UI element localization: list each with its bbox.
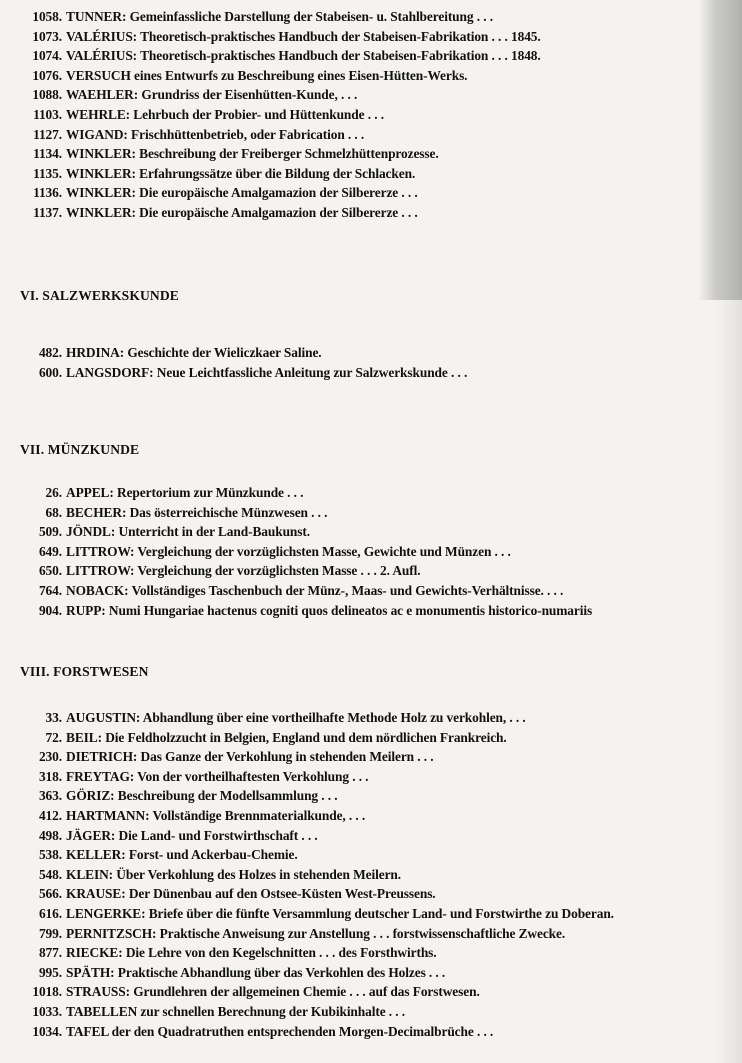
entry-author: LITTROW: (66, 543, 135, 559)
entry-title: eines Entwurfs zu Beschreibung eines Eisen-Hütten-Werks. (134, 67, 468, 83)
entry-number: 1137. (33, 205, 62, 220)
entry-author: PERNITZSCH: (66, 925, 157, 941)
entry-author: VALÉRIUS: (66, 48, 138, 64)
entry-author: WINKLER: (66, 205, 136, 220)
entry-author: WEHRLE: (66, 107, 131, 122)
catalog-entry (0, 503, 327, 523)
entry-number: 509. (38, 524, 62, 540)
entry-author: LENGERKE: (66, 906, 146, 921)
entry-title: Von der vortheilhaftesten Verkohlung . . . (137, 768, 369, 784)
entry-title: Briefe über die fünfte Versammlung deutscher Land- und Forstwirthe zu Doberan. (148, 906, 614, 921)
entry-author: VERSUCH (66, 67, 131, 83)
entry-number: 600. (38, 364, 62, 380)
entry-title: Theoretisch-praktisches Handbuch der Stabeisen-Fabrikation . . . 1845. (140, 28, 541, 44)
entry-number: 538. (38, 847, 62, 863)
entry-number: 68. (45, 504, 62, 520)
entry-author: WINKLER: (66, 185, 136, 201)
entry-title: Beschreibung der Freiberger Schmelzhüttenprozesse. (139, 146, 439, 162)
catalog-entry (0, 963, 445, 983)
entry-author: KLEIN: (66, 866, 114, 882)
entry-title: Grundlehren der allgemeinen Chemie . . . auf das Forstwesen. (133, 984, 480, 1000)
entry-title: Das Ganze der Verkohlung in stehenden Meilern . . . (140, 749, 434, 765)
entry-title: Vollständiges Taschenbuch der Münz-, Maas- und Gewichts-Verhältnisse. . . . (131, 583, 564, 598)
catalog-entry (0, 943, 437, 963)
catalog-entry (0, 581, 563, 601)
entry-title: Erfahrungssätze über die Bildung der Schlacken. (139, 165, 416, 181)
entry-title: Abhandlung über eine vortheilhafte Methode Holz zu verkohlen, . . . (142, 710, 526, 725)
catalog-entry (0, 1022, 493, 1042)
entry-title: der den Quadratruthen entsprechenden Morgen-Decimalbrüche . . . (111, 1023, 494, 1039)
entry-number: 1033. (32, 1004, 62, 1019)
catalog-entry (0, 1002, 405, 1022)
catalog-entry (0, 786, 338, 806)
entry-title: Vollständige Brennmaterialkunde, . . . (152, 808, 366, 823)
catalog-entry (0, 982, 480, 1002)
entry-title: Repertorium zur Münzkunde . . . (117, 485, 304, 500)
entry-author: LITTROW: (66, 563, 135, 579)
catalog-entry (0, 767, 368, 787)
catalog-entry (0, 884, 436, 904)
entry-title: Der Dünenbau auf den Ostsee-Küsten West-Preussens. (128, 886, 436, 902)
entry-author: JÖNDL: (66, 524, 116, 540)
entry-number: 1076. (32, 67, 62, 83)
catalog-entry (0, 144, 439, 164)
entry-author: SPÄTH: (66, 964, 115, 980)
entry-number: 33. (45, 710, 62, 725)
entry-title: Gemeinfassliche Darstellung der Stabeisen- u. Stahlbereitung . . . (129, 9, 493, 24)
entry-author: RUPP: (66, 602, 106, 618)
entry-author: GÖRIZ: (66, 788, 115, 804)
entry-author: TAFEL (66, 1023, 109, 1039)
catalog-entry (0, 483, 303, 503)
entry-number: 799. (38, 925, 62, 941)
entry-author: WAEHLER: (66, 87, 139, 103)
entry-number: 650. (38, 563, 62, 579)
entry-author: TUNNER: (66, 9, 127, 24)
entry-title: Numi Hungariae hactenus cogniti quos delineatos ac e monumentis historico-numariis (108, 602, 593, 618)
catalog-entry (0, 343, 322, 363)
entry-author: STRAUSS: (66, 984, 130, 1000)
entry-title: Lehrbuch der Probier- und Hüttenkunde . . . (133, 107, 384, 122)
catalog-entry (0, 708, 526, 728)
entry-title: Die Lehre von den Kegelschnitten . . . des Forsthwirths. (125, 945, 437, 961)
entry-author: WIGAND: (66, 126, 128, 142)
entry-title: Unterricht in der Land-Baukunst. (118, 524, 310, 540)
entry-author: JÄGER: (66, 827, 116, 843)
entry-author: LANGSDORF: (66, 364, 154, 380)
catalog-entry (0, 105, 384, 125)
entry-author: WINKLER: (66, 146, 136, 162)
entry-number: 1018. (32, 984, 62, 1000)
catalog-entry (0, 542, 511, 562)
entry-title: Vergleichung der vorzüglichsten Masse, Gewichte und Münzen . . . (137, 543, 511, 559)
catalog-entry (0, 924, 565, 944)
entry-author: TABELLEN (66, 1004, 138, 1019)
entry-number: 482. (38, 345, 62, 360)
catalog-entry (0, 85, 357, 105)
entry-title: Die Feldholzzucht in Belgien, England und dem nördlichen Frankreich. (105, 729, 507, 745)
entry-author: RIECKE: (66, 945, 123, 961)
entry-number: 1074. (32, 48, 62, 64)
catalog-entry (0, 865, 401, 885)
catalog-entry (0, 561, 421, 581)
entry-number: 1135. (33, 165, 62, 181)
catalog-entry (0, 164, 415, 184)
entry-number: 230. (38, 749, 62, 765)
catalog-entry (0, 363, 467, 383)
entry-number: 566. (38, 886, 62, 902)
entry-title: Geschichte der Wieliczkaer Saline. (127, 345, 322, 360)
entry-title: Frischhüttenbetrieb, oder Fabrication . . . (131, 126, 365, 142)
entry-author: NOBACK: (66, 583, 129, 598)
entry-number: 363. (38, 788, 62, 804)
entry-title: Praktische Abhandlung über das Verkohlen des Holzes . . . (117, 964, 446, 980)
scan-margin (716, 300, 742, 1063)
entry-author: KELLER: (66, 847, 126, 863)
entry-number: 1088. (32, 87, 62, 103)
entry-number: 1034. (32, 1023, 62, 1039)
catalog-entry (0, 27, 541, 47)
entry-title: Die europäische Amalgamazion der Silbererze . . . (139, 205, 418, 220)
entry-number: 1134. (33, 146, 62, 162)
entry-title: Grundriss der Eisenhütten-Kunde, . . . (141, 87, 358, 103)
section-heading-forst: VIII. FORSTWESEN (20, 664, 149, 679)
catalog-entry (0, 66, 467, 86)
catalog-entry (0, 904, 614, 924)
section-heading-muenz: VII. MÜNZKUNDE (20, 442, 140, 457)
entry-number: 1073. (32, 28, 62, 44)
entry-number: 904. (38, 602, 62, 618)
entry-title: Das österreichische Münzwesen . . . (129, 504, 328, 520)
entry-author: APPEL: (66, 485, 114, 500)
entry-number: 548. (38, 866, 62, 882)
entry-number: 616. (38, 906, 62, 921)
entry-number: 995. (38, 964, 62, 980)
entry-number: 26. (45, 485, 62, 500)
entry-title: Forst- und Ackerbau-Chemie. (128, 847, 298, 863)
entry-number: 1058. (32, 9, 62, 24)
entry-author: AUGUSTIN: (66, 710, 141, 725)
catalog-entry (0, 728, 507, 748)
entry-number: 764. (38, 583, 62, 598)
entry-author: WINKLER: (66, 165, 136, 181)
entry-title: Praktische Anweisung zur Anstellung . . . forstwissenschaftliche Zwecke. (159, 925, 566, 941)
entry-author: BECHER: (66, 504, 127, 520)
entry-author: HRDINA: (66, 345, 125, 360)
catalog-entry (0, 203, 418, 223)
entry-author: BEIL: (66, 729, 102, 745)
entry-author: KRAUSE: (66, 886, 126, 902)
catalog-entry (0, 845, 298, 865)
entry-title: Über Verkohlung des Holzes in stehenden Meilern. (116, 866, 402, 882)
entry-number: 1127. (33, 126, 62, 142)
entry-number: 877. (38, 945, 62, 961)
entry-number: 318. (38, 768, 62, 784)
entry-author: VALÉRIUS: (66, 28, 138, 44)
entry-author: HARTMANN: (66, 808, 150, 823)
catalog-entry (0, 522, 310, 542)
scan-shadow (698, 0, 742, 300)
entry-number: 412. (38, 808, 62, 823)
entry-title: Beschreibung der Modellsammlung . . . (117, 788, 338, 804)
catalog-entry (0, 826, 318, 846)
entry-title: Die Land- und Forstwirthschaft . . . (118, 827, 318, 843)
entry-number: 72. (45, 729, 62, 745)
catalog-entry (0, 806, 365, 826)
entry-number: 649. (38, 543, 62, 559)
catalog-entry (0, 125, 364, 145)
entry-author: DIETRICH: (66, 749, 138, 765)
entry-title: Vergleichung der vorzüglichsten Masse . . . 2. Aufl. (137, 563, 421, 579)
entry-number: 1103. (33, 107, 62, 122)
catalog-entry (0, 183, 418, 203)
entry-number: 498. (38, 827, 62, 843)
catalog-entry (0, 747, 434, 767)
entry-title: Theoretisch-praktisches Handbuch der Stabeisen-Fabrikation . . . 1848. (140, 48, 541, 64)
entry-title: zur schnellen Berechnung der Kubikinhalte . . . (140, 1004, 406, 1019)
entry-title: Neue Leichtfassliche Anleitung zur Salzwerkskunde . . . (156, 364, 468, 380)
section-heading-salz: VI. SALZWERKSKUNDE (20, 288, 179, 303)
catalog-entry (0, 7, 493, 27)
entry-author: FREYTAG: (66, 768, 135, 784)
catalog-entry (0, 46, 541, 66)
catalog-entry (0, 601, 592, 621)
entry-title: Die europäische Amalgamazion der Silbererze . . . (139, 185, 418, 201)
entry-number: 1136. (33, 185, 62, 201)
